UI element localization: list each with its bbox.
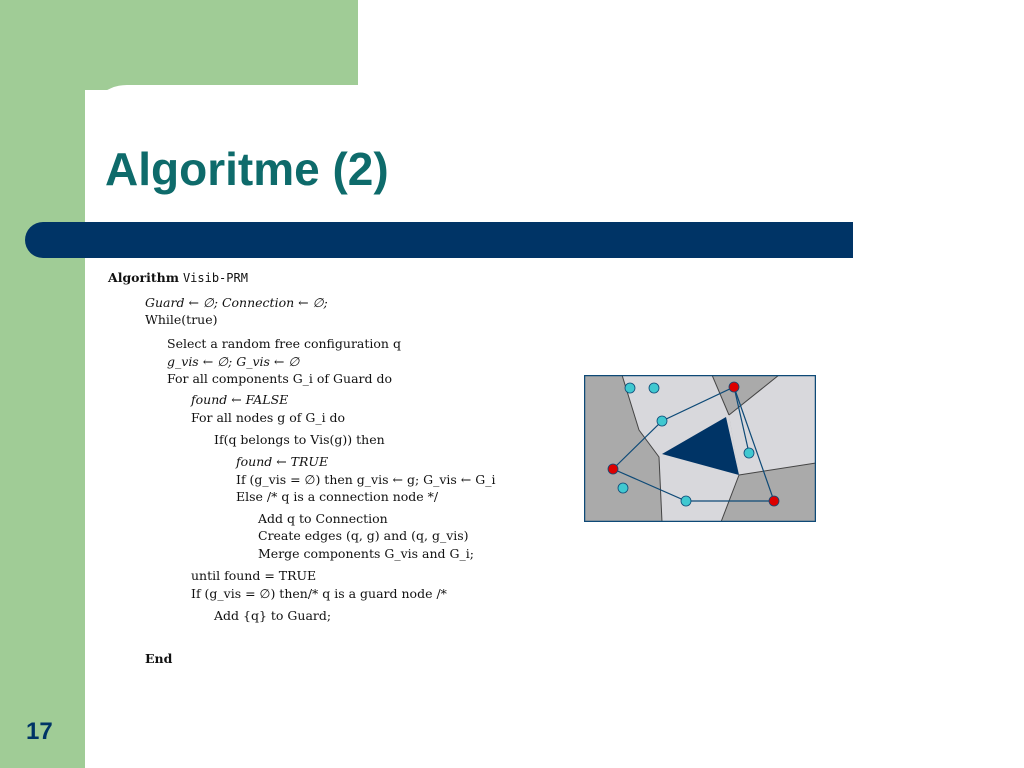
algo-line-12: Add q to Connection xyxy=(258,511,388,526)
algo-line-10: If (g_vis = ∅) then g_vis ← g; G_vis ← G_i xyxy=(236,472,496,487)
algo-line-9: found ← TRUE xyxy=(236,454,329,469)
algo-line-14: Merge components G_vis and G_i; xyxy=(258,546,474,561)
algo-line-1: Guard ← ∅; Connection ← ∅; xyxy=(145,295,328,310)
connection-node xyxy=(649,383,659,393)
guard-node xyxy=(608,464,618,474)
connection-node xyxy=(618,483,628,493)
algo-line-13: Create edges (q, g) and (q, g_vis) xyxy=(258,528,469,543)
algo-line-5: For all components G_i of Guard do xyxy=(167,371,392,386)
algo-line-16: If (g_vis = ∅) then/* q is a guard node /* xyxy=(191,586,447,601)
algo-line-2: While(true) xyxy=(145,312,218,327)
algo-line-4: g_vis ← ∅; G_vis ← ∅ xyxy=(167,354,300,369)
algo-line-7: For all nodes g of G_i do xyxy=(191,410,346,425)
guard-node xyxy=(769,496,779,506)
slide-title: Algoritme (2) xyxy=(105,143,389,195)
algo-line-3: Select a random free configuration q xyxy=(167,336,401,351)
connection-node xyxy=(681,496,691,506)
visibility-diagram xyxy=(584,375,816,522)
algo-line-17: Add {q} to Guard; xyxy=(214,608,332,623)
algo-line-8: If(q belongs to Vis(g)) then xyxy=(214,432,385,447)
algorithm-keyword: Algorithm xyxy=(108,270,179,285)
algo-line-11: Else /* q is a connection node */ xyxy=(236,489,439,504)
algo-line-15: until found = TRUE xyxy=(191,568,317,583)
connection-node xyxy=(625,383,635,393)
algo-line-18: End xyxy=(145,651,173,666)
guard-node xyxy=(729,382,739,392)
algorithm-name: Visib-PRM xyxy=(182,271,248,285)
algorithm-header xyxy=(108,270,248,285)
connection-node xyxy=(744,448,754,458)
green-sidebar xyxy=(0,0,85,768)
algo-line-6: found ← FALSE xyxy=(191,392,289,407)
title-underline-bar xyxy=(25,222,853,258)
page-number: 17 xyxy=(26,718,53,745)
connection-node xyxy=(657,416,667,426)
